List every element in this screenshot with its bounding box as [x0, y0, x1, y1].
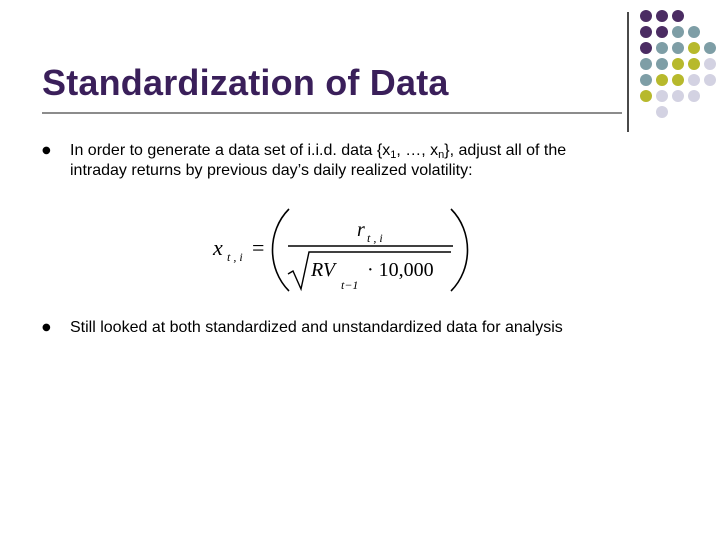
formula-denominator: RV: [311, 259, 336, 281]
formula-numerator-sub: t , i: [367, 231, 383, 245]
decor-dot: [640, 42, 652, 54]
formula-equals: =: [252, 235, 265, 260]
decor-dot: [656, 58, 668, 70]
decor-dot: [640, 26, 652, 38]
formula-lhs-sub: t , i: [227, 250, 243, 264]
decor-dot: [704, 74, 716, 86]
decor-dot: [704, 58, 716, 70]
formula-right-paren: [451, 209, 468, 291]
bullet-1-text: [70, 141, 640, 181]
bullet-marker: ●: [42, 145, 51, 156]
decor-dot: [656, 42, 668, 54]
bullet-1-line-1: In order to generate a data set of i.i.d. data {$x_1$, …, $x_n$}, adjust all of the: [70, 142, 567, 161]
decor-dot: [656, 26, 668, 38]
decor-dot: [704, 42, 716, 54]
decor-dot: [656, 74, 668, 86]
decor-dot: [656, 10, 668, 22]
formula-denominator-sub: t−1: [341, 278, 359, 292]
decor-dot: [640, 74, 652, 86]
formula-numerator: r: [357, 219, 365, 241]
decor-dot: [672, 90, 684, 102]
decor-dot: [672, 58, 684, 70]
decor-dot: [688, 42, 700, 54]
decor-dot: [688, 74, 700, 86]
decor-dot: [640, 10, 652, 22]
corner-vertical-line: [627, 12, 629, 132]
decor-dot: [672, 26, 684, 38]
decor-dot: [672, 42, 684, 54]
decor-dot: [688, 26, 700, 38]
decor-dot: [672, 74, 684, 86]
decor-dot: [656, 106, 668, 118]
slide-title: Standardization of Data: [42, 62, 449, 103]
decor-dot: [672, 10, 684, 22]
decor-dot: [640, 90, 652, 102]
decor-dot: [688, 58, 700, 70]
formula-multiplier: · 10,000: [367, 259, 434, 281]
bullet-2-text: Still looked at both standardized and unstandardized data for analysis: [70, 319, 563, 336]
title-underline: [42, 112, 622, 114]
formula-lhs: x: [213, 235, 223, 260]
bullet-marker: ●: [42, 322, 51, 333]
decor-dot: [656, 90, 668, 102]
bullet-1-line-2: intraday returns by previous day’s daily realized volatility:: [70, 162, 473, 179]
formula-left-paren: [273, 209, 290, 291]
decor-dot: [640, 58, 652, 70]
decor-dot: [688, 90, 700, 102]
volatility-formula: [205, 203, 475, 298]
